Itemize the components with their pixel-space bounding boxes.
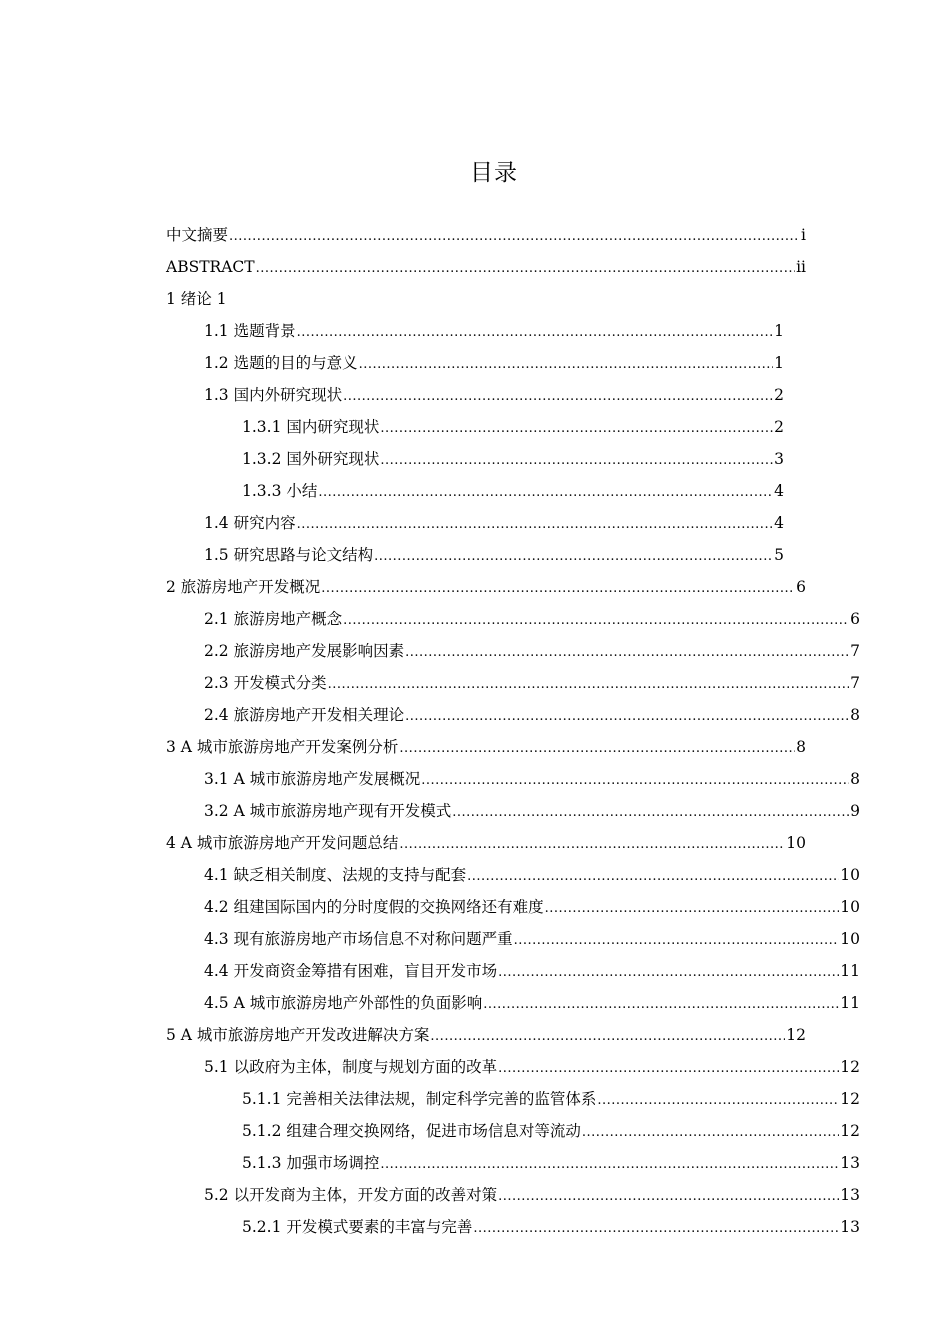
toc-entry-label: 1.3.1 国内研究现状 bbox=[242, 418, 380, 436]
toc-entry[interactable] bbox=[166, 576, 806, 598]
toc-entry-page: 5 bbox=[774, 546, 784, 564]
toc-entry-page: 8 bbox=[850, 770, 860, 788]
toc-entry[interactable] bbox=[204, 928, 860, 950]
toc-entry-label: 4.2 组建国际国内的分时度假的交换网络还有难度 bbox=[204, 898, 544, 916]
toc-entry[interactable] bbox=[204, 704, 860, 726]
toc-entry[interactable] bbox=[166, 224, 806, 246]
toc-entry-label: 2.2 旅游房地产发展影响因素 bbox=[204, 642, 405, 660]
toc-entry[interactable] bbox=[204, 960, 860, 982]
toc-entry-label: 4.5 A 城市旅游房地产外部性的负面影响 bbox=[204, 994, 483, 1012]
toc-entry-label: 1.3.3 小结 bbox=[242, 482, 318, 500]
toc-entry-label: 1.3 国内外研究现状 bbox=[204, 386, 343, 404]
toc-entry[interactable] bbox=[204, 800, 860, 822]
toc-dot-leader bbox=[582, 1122, 839, 1144]
toc-entry-label: 5.1.1 完善相关法律法规，制定科学完善的监管体系 bbox=[242, 1090, 597, 1108]
toc-entry-label: 5.2 以开发商为主体，开发方面的改善对策 bbox=[204, 1186, 498, 1204]
toc-dot-leader bbox=[229, 226, 800, 248]
toc-entry[interactable] bbox=[242, 1152, 860, 1174]
toc-entry[interactable] bbox=[204, 896, 860, 918]
toc-entry-label: 4.3 现有旅游房地产市场信息不对称问题严重 bbox=[204, 930, 513, 948]
toc-entry[interactable] bbox=[204, 992, 860, 1014]
toc-entry[interactable] bbox=[242, 448, 784, 470]
toc-entry-page: ii bbox=[796, 258, 806, 276]
toc-entry-page: 11 bbox=[840, 962, 860, 980]
toc-entry-label: 1.4 研究内容 bbox=[204, 514, 296, 532]
toc-entry-label: 5 A 城市旅游房地产开发改进解决方案 bbox=[166, 1026, 430, 1044]
toc-entry-label: 1 绪论 1 bbox=[166, 290, 227, 308]
toc-dot-leader bbox=[374, 546, 773, 568]
toc-entry-page: 7 bbox=[850, 674, 860, 692]
toc-dot-leader bbox=[473, 1218, 839, 1240]
toc-entry-page: 10 bbox=[786, 834, 806, 852]
toc-entry[interactable] bbox=[204, 512, 784, 534]
toc-entry-page: 7 bbox=[850, 642, 860, 660]
page-title: 目录 bbox=[470, 160, 518, 186]
toc-entry-page: 10 bbox=[840, 898, 860, 916]
toc-dot-leader bbox=[359, 354, 774, 376]
toc-entry-page: 13 bbox=[840, 1186, 860, 1204]
toc-entry-page: 3 bbox=[774, 450, 784, 468]
toc-entry-label: 5.2.1 开发模式要素的丰富与完善 bbox=[242, 1218, 473, 1236]
toc-entry-page: 6 bbox=[850, 610, 860, 628]
toc-entry-page: 13 bbox=[840, 1154, 860, 1172]
toc-entry[interactable] bbox=[242, 1216, 860, 1238]
toc-dot-leader bbox=[405, 642, 849, 664]
toc-entry-label: 2.4 旅游房地产开发相关理论 bbox=[204, 706, 405, 724]
toc-entry[interactable] bbox=[204, 1184, 860, 1206]
toc-entry-page: 4 bbox=[774, 514, 784, 532]
toc-dot-leader bbox=[297, 322, 774, 344]
toc-entry[interactable] bbox=[204, 640, 860, 662]
toc-dot-leader bbox=[343, 386, 773, 408]
toc-entry[interactable] bbox=[242, 1120, 860, 1142]
toc-entry[interactable] bbox=[204, 352, 784, 374]
toc-dot-leader bbox=[318, 482, 773, 504]
toc-dot-leader bbox=[498, 962, 839, 984]
toc-dot-leader bbox=[399, 834, 785, 856]
toc-entry-page: 8 bbox=[796, 738, 806, 756]
toc-dot-leader bbox=[597, 1090, 839, 1112]
toc-entry-page: 6 bbox=[796, 578, 806, 596]
toc-entry-page: 1 bbox=[774, 322, 784, 340]
toc-entry-page: 13 bbox=[840, 1218, 860, 1236]
toc-dot-leader bbox=[328, 674, 850, 696]
toc-dot-leader bbox=[421, 770, 849, 792]
toc-entry-page: 10 bbox=[840, 866, 860, 884]
toc-entry-page: 10 bbox=[840, 930, 860, 948]
toc-entry[interactable] bbox=[166, 736, 806, 758]
toc-entry-label: 5.1 以政府为主体，制度与规划方面的改革 bbox=[204, 1058, 498, 1076]
toc-entry[interactable] bbox=[242, 1088, 860, 1110]
toc-entry[interactable] bbox=[242, 416, 784, 438]
toc-dot-leader bbox=[498, 1186, 839, 1208]
toc-entry-page: i bbox=[801, 226, 806, 244]
toc-dot-leader bbox=[430, 1026, 785, 1048]
toc-entry[interactable] bbox=[204, 384, 784, 406]
toc-dot-leader bbox=[545, 898, 840, 920]
toc-entry-label: 4.4 开发商资金筹措有困难，盲目开发市场 bbox=[204, 962, 498, 980]
toc-entry-page: 1 bbox=[774, 354, 784, 372]
toc-entry[interactable] bbox=[204, 608, 860, 630]
toc-entry[interactable] bbox=[204, 320, 784, 342]
toc-dot-leader bbox=[380, 418, 773, 440]
toc-entry-label: 1.2 选题的目的与意义 bbox=[204, 354, 358, 372]
toc-entry-label: 5.1.3 加强市场调控 bbox=[242, 1154, 380, 1172]
toc-entry-page: 2 bbox=[774, 386, 784, 404]
toc-dot-leader bbox=[514, 930, 840, 952]
toc-dot-leader bbox=[399, 738, 795, 760]
toc-entry[interactable] bbox=[204, 1056, 860, 1078]
toc-entry[interactable] bbox=[166, 256, 806, 278]
toc-entry[interactable] bbox=[166, 832, 806, 854]
toc-entry-label: 2 旅游房地产开发概况 bbox=[166, 578, 321, 596]
toc-dot-leader bbox=[380, 1154, 839, 1176]
toc-entry[interactable] bbox=[242, 480, 784, 502]
toc-entry-page: 12 bbox=[840, 1122, 860, 1140]
toc-entry-page: 12 bbox=[840, 1058, 860, 1076]
toc-entry-page: 8 bbox=[850, 706, 860, 724]
toc-entry-label: 3 A 城市旅游房地产开发案例分析 bbox=[166, 738, 399, 756]
toc-entry-label: 中文摘要 bbox=[166, 226, 229, 244]
toc-entry-page: 9 bbox=[850, 802, 860, 820]
toc-dot-leader bbox=[405, 706, 849, 728]
toc-dot-leader bbox=[452, 802, 849, 824]
toc-entry-page: 12 bbox=[786, 1026, 806, 1044]
toc-entry-label: 2.1 旅游房地产概念 bbox=[204, 610, 343, 628]
toc-entry-label: 4 A 城市旅游房地产开发问题总结 bbox=[166, 834, 399, 852]
toc-entry[interactable] bbox=[166, 1024, 806, 1046]
toc-dot-leader bbox=[467, 866, 839, 888]
toc-entry-label: 5.1.2 组建合理交换网络，促进市场信息对等流动 bbox=[242, 1122, 581, 1140]
toc-dot-leader bbox=[483, 994, 839, 1016]
toc-entry[interactable] bbox=[204, 672, 860, 694]
toc-entry-label: 1.3.2 国外研究现状 bbox=[242, 450, 380, 468]
toc-entry-label: 1.1 选题背景 bbox=[204, 322, 296, 340]
toc-entry[interactable] bbox=[166, 288, 806, 310]
toc-entry-label: 3.2 A 城市旅游房地产现有开发模式 bbox=[204, 802, 452, 820]
toc-entry-page: 4 bbox=[774, 482, 784, 500]
toc-entry-label: 2.3 开发模式分类 bbox=[204, 674, 327, 692]
toc-dot-leader bbox=[343, 610, 849, 632]
toc-dot-leader bbox=[256, 258, 795, 280]
toc-entry[interactable] bbox=[204, 864, 860, 886]
toc-entry-label: ABSTRACT bbox=[166, 258, 255, 276]
toc-entry-label: 1.5 研究思路与论文结构 bbox=[204, 546, 374, 564]
toc-dot-leader bbox=[297, 514, 774, 536]
toc-entry-page: 11 bbox=[840, 994, 860, 1012]
toc-entry-page: 2 bbox=[774, 418, 784, 436]
toc-entry[interactable] bbox=[204, 544, 784, 566]
toc-entry-page: 12 bbox=[840, 1090, 860, 1108]
toc-entry-label: 3.1 A 城市旅游房地产发展概况 bbox=[204, 770, 421, 788]
toc-dot-leader bbox=[498, 1058, 839, 1080]
toc-entry-label: 4.1 缺乏相关制度、法规的支持与配套 bbox=[204, 866, 467, 884]
toc-entry[interactable] bbox=[204, 768, 860, 790]
toc-dot-leader bbox=[380, 450, 773, 472]
toc-dot-leader bbox=[321, 578, 795, 600]
